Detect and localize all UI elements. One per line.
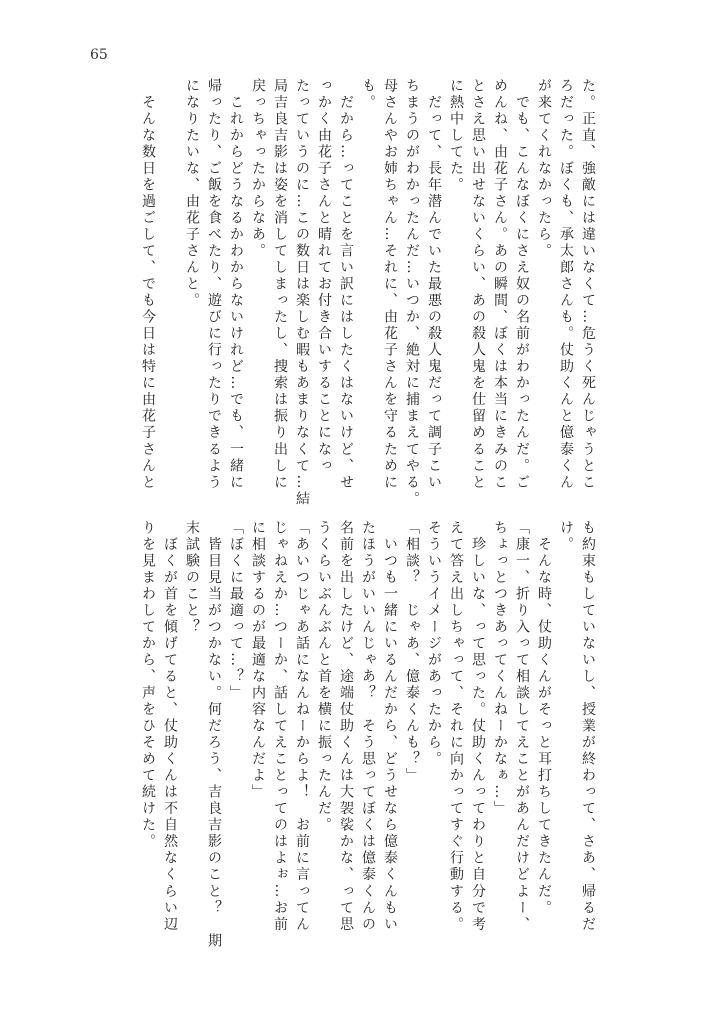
text-line: た。正直、強敵には違いなくて…危うく死んじゃうとこ	[580, 78, 596, 491]
text-line: でも、こんなぼくにさえ奴の名前がわかったんだ。ご	[514, 78, 530, 491]
text-line: じゃねえか…つーか、話してえことってのはよぉ…お前	[272, 520, 288, 933]
text-line: 名前を出したけど、途端仗助くんは大袈裟かな、って思	[338, 520, 354, 933]
text-line: っかく由花子さんと晴れてお付き合いすることになっ	[316, 78, 332, 475]
text-line: だって、長年潜んでいた最悪の殺人鬼だって調子こい	[426, 78, 442, 491]
text-line: 帰ったり、ご飯を食べたり、遊びに行ったりできるよう	[206, 78, 222, 491]
text-line: 「ぼくに最適って…？」	[228, 520, 244, 702]
text-line: うくらいぶんぶんと首を横に振ったんだ。	[316, 520, 332, 834]
text-line: 「康一、折り入って相談してえことがあんだけどよー、	[514, 520, 530, 933]
text-line: 戻っちゃったからなあ。	[250, 78, 266, 260]
text-line: めんね、由花子さん。あの瞬間、ぼくは本当にきみのこ	[492, 78, 508, 491]
text-block-upper	[89, 78, 599, 508]
text-block-lower	[89, 520, 599, 950]
text-line: ろだった。ぼくも、承太郎さんも。仗助くんと億泰くん	[558, 78, 574, 491]
text-line	[159, 78, 181, 498]
text-line: になりたいな、由花子さんと。	[184, 78, 200, 310]
text-line: け。	[558, 520, 574, 554]
text-line: いつも一緒にいるんだから、どうせなら億泰くんもい	[382, 520, 398, 933]
text-line: 「相談？ じゃあ、億泰くんも？」	[404, 520, 420, 785]
text-line: ぼくが首を傾げてると、仗助くんは不自然なくらい辺	[162, 520, 178, 933]
text-line: も約束もしていないし、授業が終わって、さあ、帰るだ	[580, 520, 596, 933]
text-line: が来てくれなかったら。	[536, 78, 552, 260]
text-line: 母さんやお姉ちゃん…それに、由花子さんを守るために	[382, 78, 398, 491]
text-line: そういうイメージがあったから。	[426, 520, 442, 768]
text-line: そんな時、仗助くんがそっと耳打ちしてきたんだ。	[536, 520, 552, 917]
text-line: えて答え出しちゃって、それに向かってすぐ行動する。	[448, 520, 464, 933]
text-line: そんな数日を過ごして、でも今日は特に由花子さんと	[140, 78, 156, 491]
text-line: に相談するのが最適な内容なんだよ」	[250, 520, 266, 801]
text-line: ちまうのがわかったんだ…いつか、絶対に捕まえてやる。	[404, 78, 420, 508]
page-number: 65	[90, 47, 108, 63]
text-line: 末試験のこと？	[184, 520, 200, 636]
text-line: も。	[360, 78, 376, 112]
text-line: りを見まわしてから、声をひそめて続けた。	[140, 520, 156, 851]
text-line: 珍しいな、って思った。仗助くんってわりと自分で考	[470, 520, 486, 933]
text-line: ちょっとつきあってくんねーかなぁ…」	[492, 520, 508, 818]
text-line: 「あいつじゃあ話になんねーからよ！ お前に言ってん	[294, 520, 310, 933]
text-line: たほうがいいんじゃあ？ そう思ってぼくは億泰くんの	[360, 520, 376, 933]
text-line: 局吉良吉影は姿を消してしまったし、捜索は振り出しに	[272, 78, 288, 491]
text-line: とさえ思い出せないくらい、あの殺人鬼を仕留めること	[470, 78, 486, 491]
text-line: に熱中してた。	[448, 78, 464, 194]
text-line: 皆目見当がつかない。何だろう、吉良吉影のこと？ 期	[206, 520, 222, 950]
text-line: だから…ってことを言い訳にはしたくはないけど、せ	[338, 78, 354, 491]
text-line: たっていうのに…この数日は楽しむ暇もあまりなくて…結	[294, 78, 310, 508]
text-line: これからどうなるかわからないけれど…でも、一緒に	[228, 78, 244, 491]
